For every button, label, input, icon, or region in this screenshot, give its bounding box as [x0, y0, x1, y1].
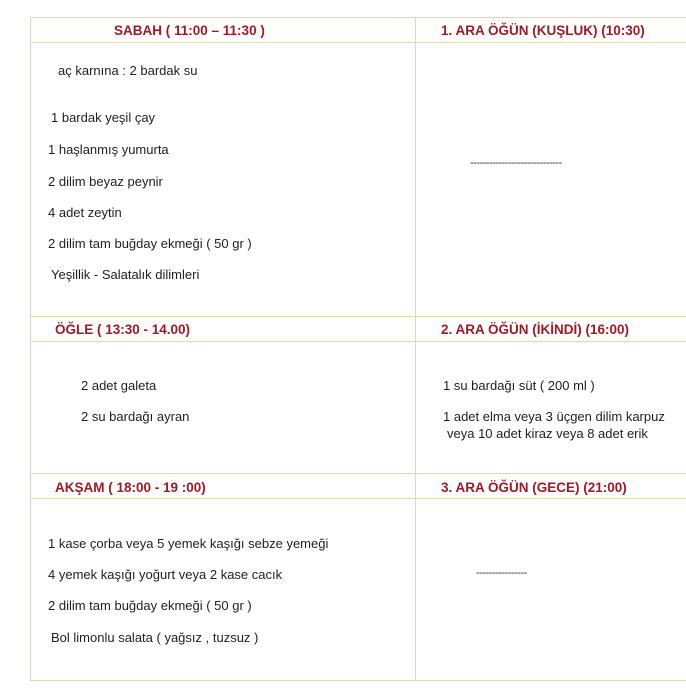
ara3-empty-dash: ----------------: [476, 567, 527, 579]
ogle-item-1: 2 adet galeta: [81, 378, 157, 393]
ara2-item-2: 1 adet elma veya 3 üçgen dilim karpuz: [443, 409, 665, 424]
grid-line-5: [30, 498, 686, 499]
grid-line-3: [30, 341, 686, 342]
ara2-item-1: 1 su bardağı süt ( 200 ml ): [443, 378, 595, 393]
grid-line-bottom: [30, 680, 686, 681]
ara1-title: 1. ARA ÖĞÜN (KUŞLUK) (10:30): [441, 23, 645, 38]
grid-line-left: [30, 17, 31, 681]
sabah-item-2: 1 bardak yeşil çay: [51, 110, 156, 125]
ara2-item-3: veya 10 adet kiraz veya 8 adet erik: [447, 426, 648, 441]
aksam-item-2: 4 yemek kaşığı yoğurt veya 2 kase cacık: [48, 567, 283, 582]
sabah-item-5: 4 adet zeytin: [48, 205, 122, 220]
ara1-empty-dash: -----------------------------: [470, 157, 562, 169]
sabah-item-4: 2 dilim beyaz peynir: [48, 174, 163, 189]
sabah-item-7: Yeşillik - Salatalık dilimleri: [51, 267, 200, 282]
sabah-title: SABAH ( 11:00 – 11:30 ): [114, 23, 265, 38]
ara2-title: 2. ARA ÖĞÜN (İKİNDİ) (16:00): [441, 322, 630, 337]
ogle-title: ÖĞLE ( 13:30 - 14.00): [55, 322, 191, 337]
aksam-item-1: 1 kase çorba veya 5 yemek kaşığı sebze yemeği: [48, 536, 329, 551]
sabah-item-3: 1 haşlanmış yumurta: [48, 142, 169, 157]
aksam-item-4: Bol limonlu salata ( yağsız , tuzsuz ): [51, 630, 259, 645]
grid-line-4: [30, 473, 686, 474]
ara3-title: 3. ARA ÖĞÜN (GECE) (21:00): [441, 480, 627, 495]
sabah-item-6: 2 dilim tam buğday ekmeği ( 50 gr ): [48, 236, 252, 251]
grid-line-2: [30, 316, 686, 317]
grid-line-1: [30, 42, 686, 43]
sabah-item-1: aç karnına : 2 bardak su: [58, 63, 198, 78]
grid-line-middle: [415, 17, 416, 681]
aksam-item-3: 2 dilim tam buğday ekmeği ( 50 gr ): [48, 598, 252, 613]
grid-line-top: [30, 17, 686, 18]
aksam-title: AKŞAM ( 18:00 - 19 :00): [55, 480, 206, 495]
ogle-item-2: 2 su bardağı ayran: [81, 409, 190, 424]
